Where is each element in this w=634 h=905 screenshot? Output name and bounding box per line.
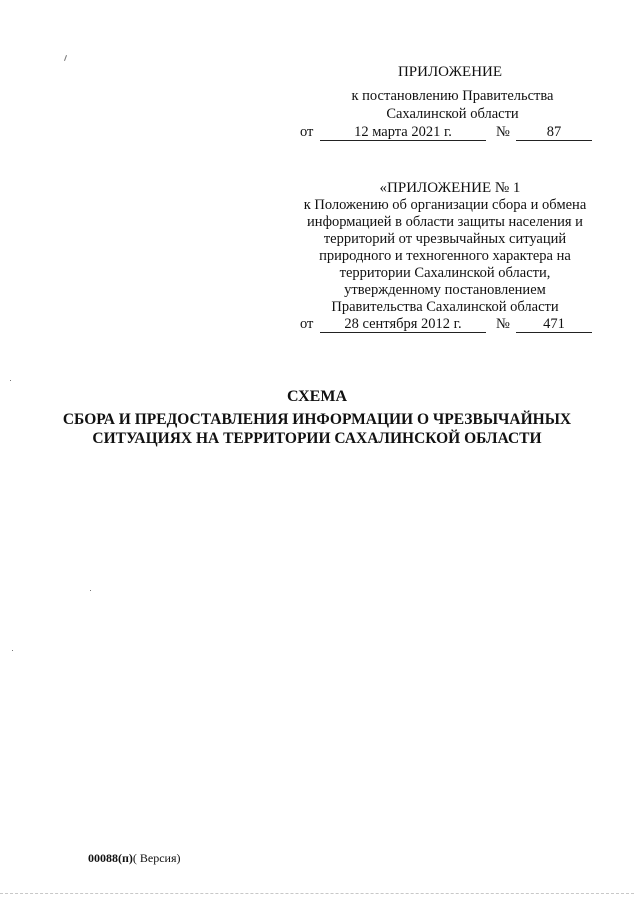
scan-speck <box>10 380 11 381</box>
from-label: от <box>300 124 314 140</box>
from-label: от <box>300 316 314 332</box>
scan-edge-line <box>0 893 634 894</box>
appendix-line: утвержденному постановлением <box>344 282 546 298</box>
regulation-reference <box>300 316 592 334</box>
decree-line-1: к постановлению Правительства <box>351 88 554 104</box>
document-code: 00088(п) <box>88 851 133 865</box>
regulation-date: 28 сентября 2012 г. <box>320 316 486 333</box>
scheme-title: СХЕМА <box>286 388 348 405</box>
document-footer <box>88 851 181 866</box>
appendix-line: территорий от чрезвычайных ситуаций <box>323 231 567 247</box>
appendix-line: к Положению об организации сбора и обмена <box>303 197 587 213</box>
decree-line-2: Сахалинской области <box>386 106 519 122</box>
appendix-heading: ПРИЛОЖЕНИЕ <box>397 64 503 80</box>
decree-date: 12 марта 2021 г. <box>320 124 486 141</box>
scan-speck <box>90 590 91 591</box>
appendix-line: Правительства Сахалинской области <box>331 299 559 315</box>
decree-number: 87 <box>516 124 592 141</box>
appendix-line: информацией в области защиты населения и <box>307 214 583 230</box>
appendix-line: природного и техногенного характера на <box>319 248 571 264</box>
scan-speck <box>12 650 13 651</box>
appendix-1-heading: «ПРИЛОЖЕНИЕ № 1 <box>379 180 521 196</box>
scan-speck <box>64 55 67 61</box>
version-label: ( Версия) <box>132 851 181 865</box>
number-label: № <box>496 124 510 140</box>
appendix-line: территории Сахалинской области, <box>339 265 551 281</box>
regulation-number: 471 <box>516 316 592 333</box>
scheme-subtitle-line-2: СИТУАЦИЯХ НА ТЕРРИТОРИИ САХАЛИНСКОЙ ОБЛАСТИ <box>92 430 542 447</box>
number-label: № <box>496 316 510 332</box>
decree-reference <box>300 124 592 142</box>
scheme-subtitle-line-1: СБОРА И ПРЕДОСТАВЛЕНИЯ ИНФОРМАЦИИ О ЧРЕЗВЫЧАЙНЫХ <box>62 411 572 428</box>
